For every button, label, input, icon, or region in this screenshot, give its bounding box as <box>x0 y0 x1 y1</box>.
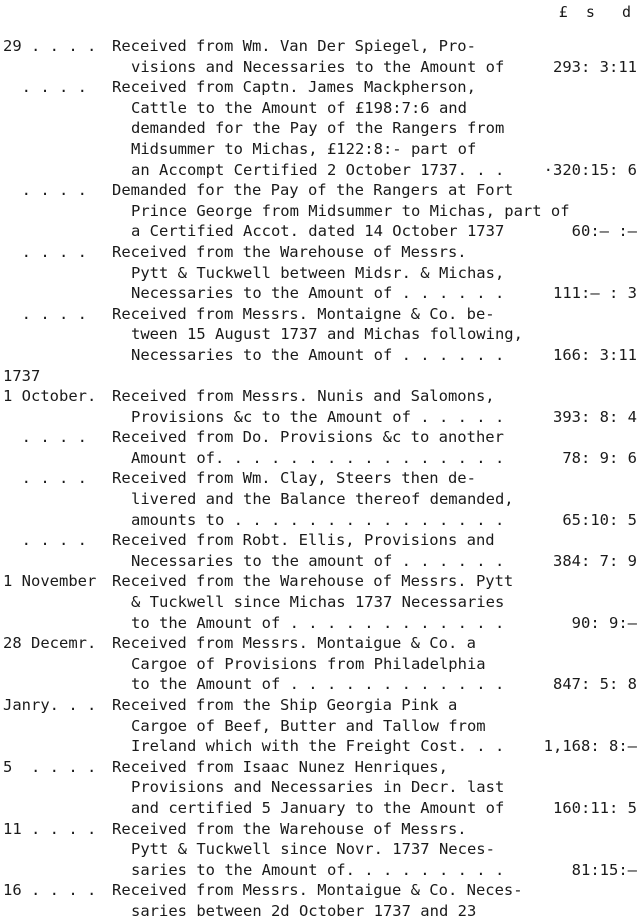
entry-description: Received from Messrs. Nunis and Salomons, <box>112 387 495 406</box>
ledger-line <box>0 695 639 716</box>
entry-description: to the Amount of . . . . . . . . . . . . <box>131 675 505 694</box>
entry-description: saries between 2d October 1737 and 23 <box>131 901 477 920</box>
ledger-line <box>0 345 639 366</box>
ledger-line <box>0 716 639 737</box>
entry-description: visions and Necessaries to the Amount of <box>131 57 505 76</box>
ledger-line <box>0 551 639 572</box>
entry-description: Amount of. . . . . . . . . . . . . . . . <box>131 448 505 467</box>
entry-date: . . . . <box>3 304 87 323</box>
entry-description: Received from Messrs. Montaigue & Co. Neces- <box>112 881 523 900</box>
entry-description: Necessaries to the amount of . . . . . . <box>131 551 505 570</box>
entry-description: Received from the Warehouse of Messrs. <box>112 242 467 261</box>
entry-date: 16 . . . . <box>3 881 97 900</box>
entry-description: Pytt & Tuckwell since Novr. 1737 Neces- <box>131 840 495 859</box>
ledger-line <box>0 674 639 695</box>
currency-column-header: £ s d <box>558 3 631 21</box>
ledger-line <box>0 57 639 78</box>
ledger-line <box>0 36 639 57</box>
ledger-line <box>0 221 639 242</box>
entry-date: . . . . <box>3 181 87 200</box>
entry-description: Received from Wm. Van Der Spiegel, Pro- <box>112 37 476 55</box>
ledger-line <box>0 468 639 489</box>
ledger-line <box>0 448 639 469</box>
entry-description: Cargoe of Provisions from Philadelphia <box>131 654 486 673</box>
ledger-line <box>0 263 639 284</box>
ledger-line <box>0 654 639 675</box>
entry-amount: 384: 7: 9 <box>553 551 637 570</box>
entry-description: Received from the Warehouse of Messrs. Pytt <box>112 572 514 591</box>
entry-year: 1737 <box>3 366 41 385</box>
entry-description: Pytt & Tuckwell between Midsr. & Michas, <box>131 263 505 282</box>
ledger-line <box>0 283 639 304</box>
ledger-line <box>0 901 639 922</box>
entry-date: 1 October. <box>3 387 97 406</box>
entry-date: . . . . <box>3 469 87 488</box>
ledger-line <box>0 777 639 798</box>
ledger-line <box>0 324 639 345</box>
ledger-line <box>0 180 639 201</box>
entry-description: amounts to . . . . . . . . . . . . . . . <box>131 510 505 529</box>
ledger-line <box>0 757 639 778</box>
entry-date: 5 . . . . <box>3 757 97 776</box>
entry-amount: 160:11: 5 <box>553 798 637 817</box>
entry-description: Demanded for the Pay of the Rangers at Fort <box>112 181 514 200</box>
entry-description: & Tuckwell since Michas 1737 Necessaries <box>131 593 505 612</box>
ledger-line <box>0 819 639 840</box>
entry-description: demanded for the Pay of the Rangers from <box>131 119 505 138</box>
ledger-entries <box>0 36 639 922</box>
ledger-line <box>0 798 639 819</box>
entry-description: Received from Do. Provisions &c to another <box>112 428 504 447</box>
entry-description: livered and the Balance thereof demanded, <box>131 490 514 509</box>
entry-date: 28 Decemr. <box>3 634 97 653</box>
entry-description: Provisions and Necessaries in Decr. last <box>131 778 505 797</box>
ledger-line <box>0 98 639 119</box>
entry-description: Received from Messrs. Montaigne & Co. be- <box>112 304 495 323</box>
entry-amount: ·320:15: 6 <box>543 160 637 179</box>
ledger-line <box>0 510 639 531</box>
ledger-line <box>0 77 639 98</box>
ledger-line <box>0 860 639 881</box>
entry-amount: 393: 8: 4 <box>553 407 637 426</box>
entry-date: . . . . <box>3 531 87 550</box>
entry-description: Received from the Warehouse of Messrs. <box>112 819 467 838</box>
entry-amount: 78: 9: 6 <box>562 448 637 467</box>
entry-amount: 81:15:– <box>571 860 637 879</box>
entry-date: 29 . . . . <box>3 37 97 55</box>
ledger-line <box>0 427 639 448</box>
ledger-line <box>0 530 639 551</box>
ledger-line <box>0 242 639 263</box>
entry-amount: 847: 5: 8 <box>553 675 637 694</box>
entry-description: Cattle to the Amount of £198:7:6 and <box>131 98 467 117</box>
entry-amount: 166: 3:11 <box>553 345 637 364</box>
entry-description: Provisions &c to the Amount of . . . . . <box>131 407 505 426</box>
entry-description: Midsummer to Michas, £122:8:- part of <box>131 139 477 158</box>
ledger-line <box>0 386 639 407</box>
ledger-line <box>0 592 639 613</box>
entry-description: a Certified Accot. dated 14 October 1737 <box>131 222 505 241</box>
ledger-line <box>0 139 639 160</box>
entry-description: Cargoe of Beef, Butter and Tallow from <box>131 716 486 735</box>
ledger-line <box>0 407 639 428</box>
entry-description: Prince George from Midsummer to Michas, part of <box>131 201 570 220</box>
ledger-line <box>0 304 639 325</box>
entry-date: 11 . . . . <box>3 819 97 838</box>
entry-description: Necessaries to the Amount of . . . . . . <box>131 284 505 303</box>
ledger-line <box>0 736 639 757</box>
entry-description: tween 15 August 1737 and Michas following, <box>131 325 523 344</box>
entry-description: Received from Captn. James Mackpherson, <box>112 78 476 97</box>
entry-description: Received from Wm. Clay, Steers then de- <box>112 469 476 488</box>
entry-description: and certified 5 January to the Amount of <box>131 798 505 817</box>
entry-description: to the Amount of . . . . . . . . . . . . <box>131 613 505 632</box>
entry-description: saries to the Amount of. . . . . . . . . <box>131 860 505 879</box>
ledger-line <box>0 880 639 901</box>
ledger-line <box>0 201 639 222</box>
entry-description: Ireland which with the Freight Cost. . . <box>131 737 505 756</box>
entry-description: an Accompt Certified 2 October 1737. . . <box>131 160 505 179</box>
ledger-line <box>0 839 639 860</box>
entry-description: Received from Isaac Nunez Henriques, <box>112 757 448 776</box>
entry-description: Received from the Ship Georgia Pink a <box>112 696 458 714</box>
ledger-line <box>0 571 639 592</box>
entry-description: Necessaries to the Amount of . . . . . . <box>131 345 505 364</box>
entry-description: Received from Messrs. Montaigue & Co. a <box>112 634 476 653</box>
ledger-line <box>0 489 639 510</box>
ledger-line <box>0 613 639 634</box>
entry-date: Janry. . . <box>3 696 97 714</box>
entry-amount: 111:– : 3 <box>553 284 637 303</box>
ledger-line <box>0 160 639 181</box>
entry-date: . . . . <box>3 78 87 97</box>
ledger-line <box>0 633 639 654</box>
entry-date: . . . . <box>3 428 87 447</box>
entry-amount: 293: 3:11 <box>553 57 637 76</box>
ledger-line <box>0 118 639 139</box>
year-heading <box>0 366 639 387</box>
entry-description: Received from Robt. Ellis, Provisions and <box>112 531 495 550</box>
entry-amount: 90: 9:– <box>571 613 637 632</box>
entry-amount: 1,168: 8:– <box>543 737 637 756</box>
entry-date: . . . . <box>3 242 87 261</box>
entry-amount: 65:10: 5 <box>562 510 637 529</box>
entry-amount: 60:– :– <box>571 222 637 241</box>
entry-date: 1 November <box>3 572 97 591</box>
